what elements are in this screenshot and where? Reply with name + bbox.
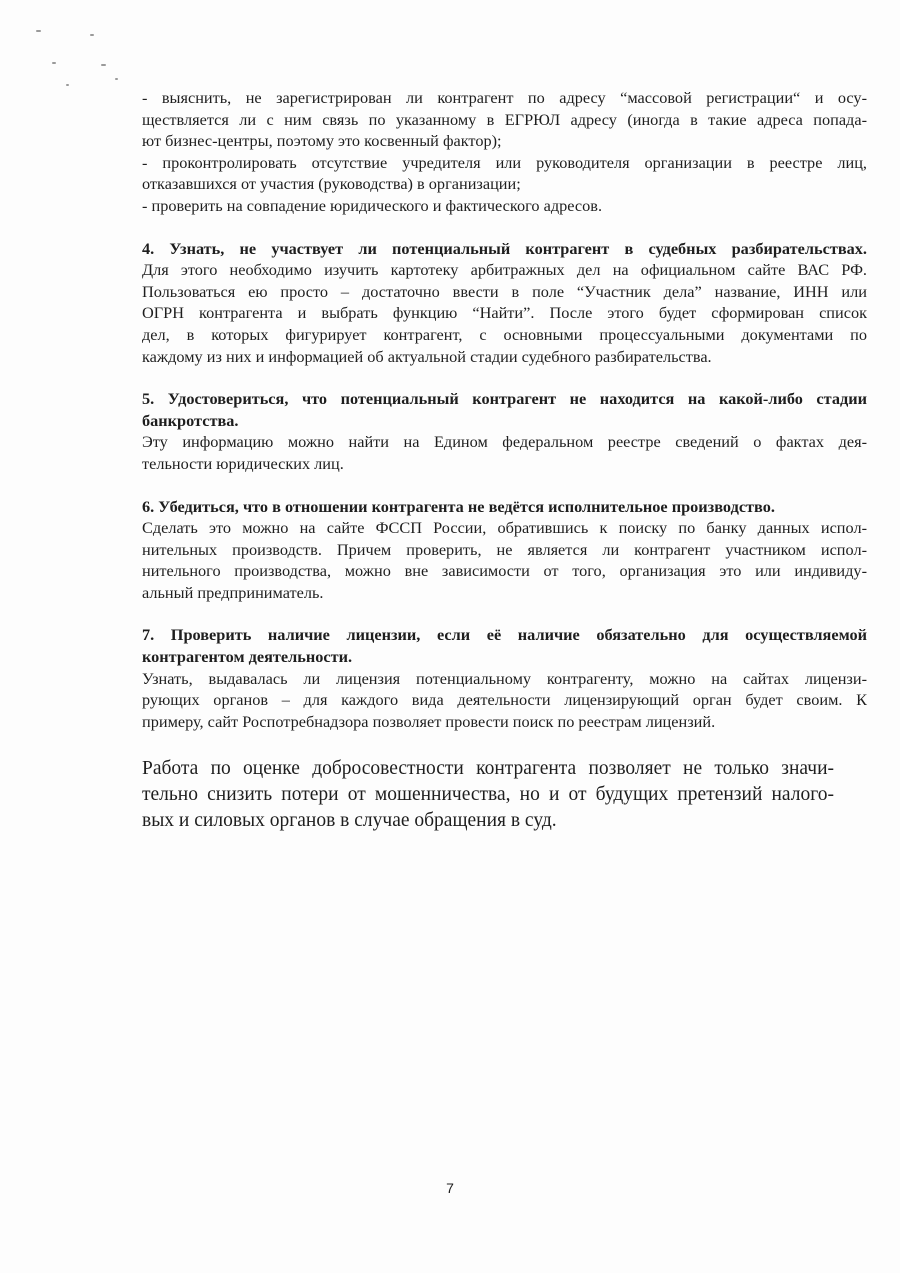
intro-line: - проверить на совпадение юридического и фактического адресов. — [142, 195, 603, 215]
section-body-line: дел, в которых фигурирует контрагент, с основными процессуальными документами по — [142, 324, 867, 344]
section-heading: 6. Убедиться, что в отношении контрагента не ведётся исполнительное производство. — [142, 496, 775, 516]
closing-line: вых и силовых органов в случае обращения в суд. — [142, 810, 557, 831]
section-7 — [142, 624, 867, 732]
section-body-line: примеру, сайт Роспотребнадзора позволяет провести поиск по реестрам лицензий. — [142, 711, 716, 731]
section-body-line: Пользоваться ею просто – достаточно ввести в поле “Участник дела” название, ИНН или — [142, 281, 867, 301]
section-body-line: ОГРН контрагента и выбрать функцию “Найти”. После этого будет сформирован список — [142, 303, 867, 323]
section-5 — [142, 388, 867, 474]
section-heading: контрагентом деятельности. — [142, 647, 353, 667]
section-body-line: тельности юридических лиц. — [142, 453, 344, 473]
section-4 — [142, 238, 867, 368]
section-body-line: Эту информацию можно найти на Едином федеральном реестре сведений о фактах дея- — [142, 432, 867, 452]
document-body — [142, 87, 867, 732]
intro-line: ществляется ли с ним связь по указанному в ЕГРЮЛ адресу (иногда в такие адреса попада- — [142, 109, 867, 129]
intro-list — [142, 87, 867, 217]
section-body-line: нительных производств. Причем проверить, не является ли контрагент участником испол- — [142, 539, 867, 559]
intro-line: ют бизнес-центры, поэтому это косвенный фактор); — [142, 131, 502, 151]
section-body-line: Сделать это можно на сайте ФССП России, обратившись к поиску по банку данных испол- — [142, 518, 867, 538]
section-heading: банкротства. — [142, 410, 239, 430]
section-heading: 7. Проверить наличие лицензии, если её наличие обязательно для осуществляемой — [142, 625, 867, 645]
page-number: 7 — [446, 1180, 454, 1196]
intro-line: отказавшихся от участия (руководства) в организации; — [142, 174, 521, 194]
section-body-line: Для этого необходимо изучить картотеку арбитражных дел на официальном сайте ВАС РФ. — [142, 260, 867, 280]
section-6 — [142, 496, 867, 604]
section-body-line: Узнать, выдавалась ли лицензия потенциальному контрагенту, можно на сайтах лицензи- — [142, 668, 867, 688]
section-heading: 5. Удостовериться, что потенциальный контрагент не находится на какой-либо стадии — [142, 389, 867, 409]
section-body-line: альный предприниматель. — [142, 582, 324, 602]
closing-line: тельно снизить потери от мошенничества, но и от будущих претензий налого- — [142, 784, 834, 805]
section-body-line: нительного производства, можно вне зависимости от того, организация это или индивиду- — [142, 561, 867, 581]
intro-line: - проконтролировать отсутствие учредителя или руководителя организации в реестре лиц, — [142, 152, 867, 172]
section-body-line: каждому из них и информацией об актуальной стадии судебного разбирательства. — [142, 346, 712, 366]
section-body-line: рующих органов – для каждого вида деятельности лицензирующий орган будет своим. К — [142, 690, 867, 710]
closing-line: Работа по оценке добросовестности контрагента позволяет не только значи- — [142, 758, 834, 779]
intro-line: - выяснить, не зарегистрирован ли контрагент по адресу “массовой регистрации“ и осу- — [142, 88, 867, 107]
section-heading: 4. Узнать, не участвует ли потенциальный контрагент в судебных разбирательствах. — [142, 238, 867, 258]
closing-paragraph — [142, 756, 834, 834]
